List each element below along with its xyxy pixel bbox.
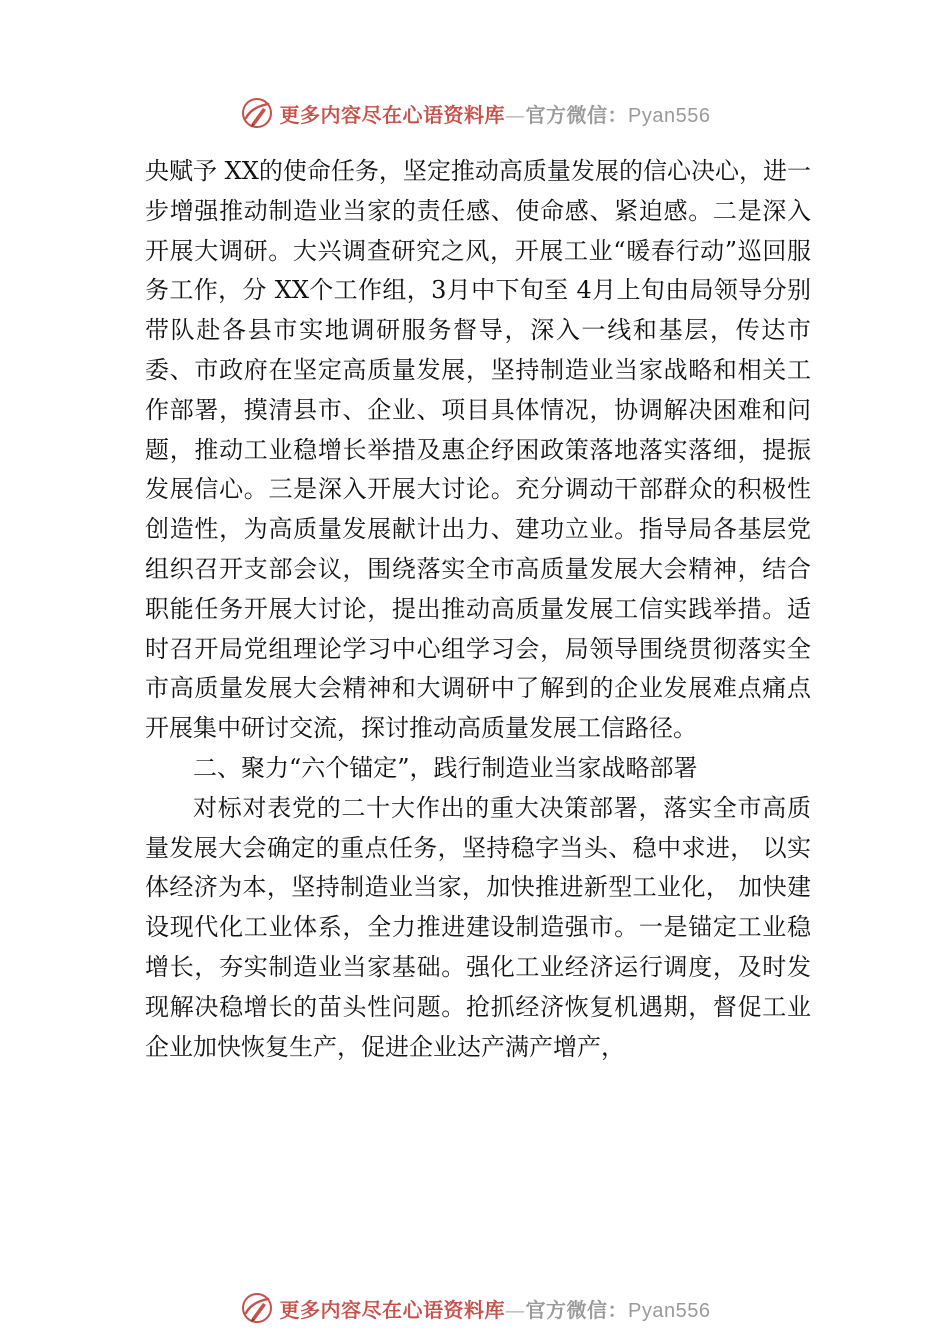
footer-brand-text: 更多内容尽在心语资料库: [279, 1297, 506, 1322]
footer-separator: —: [505, 1297, 526, 1322]
document-body: [145, 152, 811, 1067]
footer-banner: [0, 1288, 950, 1328]
header-banner-text: [280, 99, 711, 128]
body-paragraph-1: 央赋予 XX的使命任务，坚定推动高质量发展的信心决心，进一步增强推动制造业当家的责任感、使命感、紧迫感。二是深入开展大调研。大兴调查研究之风，开展工业“暖春行动”巡回服务工作，分 XX个工作组，3月中下旬至 4月上旬由局领导分别带队赴各县市实地调研服务督导，深入一线和基层，传达市委、市政府在坚定高质量发展，坚持制造业当家战略和相关工作部署，摸清县市、企业、项目具体情况，协调解决困难和问题，推动工业稳增长举措及惠企纾困政策落地落实落细，提振发展信心。三是深入开展大讨论。充分调动干部群众的积极性创造性，为高质量发展献计出力、建功立业。指导局各基层党组织召开支部会议，围绕落实全市高质量发展大会精神，结合职能任务开展大讨论，提出推动高质量发展工信实践举措。适时召开局党组理论学习中心组学习会，局领导围绕贯彻落实全市高质量发展大会精神和大调研中了解到的企业发展难点痛点开展集中研讨交流，探讨推动高质量发展工信路径。: [145, 157, 811, 743]
header-separator: —: [505, 102, 526, 127]
header-wechat-label: 官方微信：: [525, 102, 629, 127]
section-heading-2: 二、聚力“六个锚定”，践行制造业当家战略部署: [193, 753, 698, 782]
pen-logo-icon: [240, 1291, 274, 1325]
header-brand-text: 更多内容尽在心语资料库: [279, 102, 506, 127]
header-banner: [0, 93, 950, 133]
footer-banner-text: [280, 1294, 711, 1323]
pen-logo-icon: [240, 96, 274, 130]
body-paragraph-2: 对标对表党的二十大作出的重大决策部署，落实全市高质量发展大会确定的重点任务，坚持稳字当头、稳中求进， 以实体经济为本，坚持制造业当家，加快推进新型工业化， 加快建设现代化工业体系，全力推进建设制造强市。一是锚定工业稳增长，夯实制造业当家基础。强化工业经济运行调度，及时发现解决稳增长的苗头性问题。抢抓经济恢复机遇期，督促工业企业加快恢复生产，促进企业达产满产增产，: [145, 793, 811, 1061]
header-wechat-id: Pyan556: [628, 104, 711, 127]
footer-wechat-id: Pyan556: [628, 1299, 711, 1322]
footer-wechat-label: 官方微信：: [525, 1297, 629, 1322]
